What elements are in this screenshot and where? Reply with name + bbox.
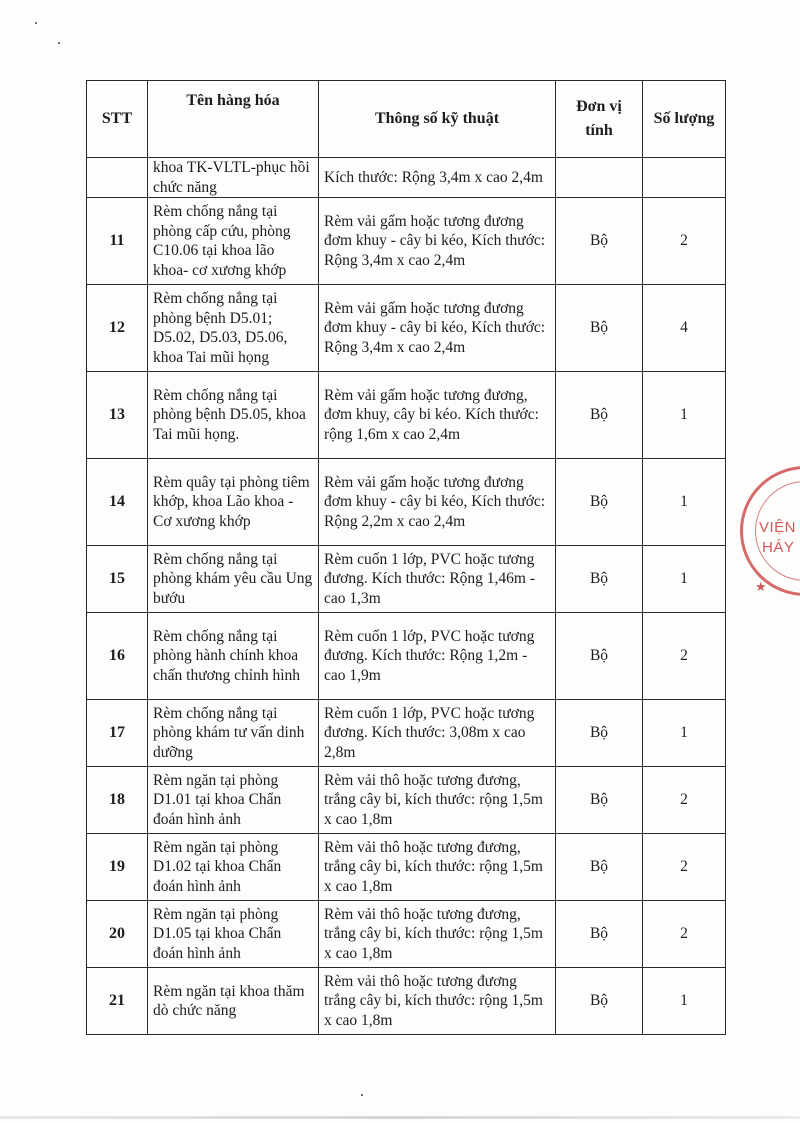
cell-unit: Bộ [556,198,643,285]
table-row [87,901,726,968]
cell-stt: 18 [87,767,148,834]
cell-qty: 1 [643,968,726,1035]
header-stt: STT [87,81,148,158]
cell-unit: Bộ [556,968,643,1035]
cell-spec: Rèm vải gấm hoặc tương đương đơm khuy - cây bi kéo, Kích thước: Rộng 2,2m x cao 2,4m [319,459,556,546]
cell-name: Rèm ngăn tại phòng D1.05 tại khoa Chẩn đoán hình ảnh [148,901,319,968]
scan-speck [35,22,37,24]
cell-qty: 2 [643,767,726,834]
table-row [87,285,726,372]
header-name: Tên hàng hóa [148,81,319,158]
cell-unit: Bộ [556,285,643,372]
cell-unit: Bộ [556,901,643,968]
cell-stt: 14 [87,459,148,546]
header-qty: Số lượng [643,81,726,158]
cell-unit: Bộ [556,613,643,700]
cell-stt: 16 [87,613,148,700]
cell-qty [643,158,726,198]
cell-spec: Rèm vải thô hoặc tương đương, trắng cây bi, kích thước: rộng 1,5m x cao 1,8m [319,834,556,901]
stamp-text-line1: VIỆN [759,519,797,536]
cell-unit: Bộ [556,767,643,834]
cell-unit: Bộ [556,700,643,767]
scan-speck [361,1094,363,1096]
table-row [87,767,726,834]
table-row [87,158,726,198]
cell-name: Rèm chống nắng tại phòng cấp cứu, phòng C10.06 tại khoa lão khoa- cơ xương khớp [148,198,319,285]
cell-qty: 4 [643,285,726,372]
cell-name: Rèm chống nắng tại phòng khám yêu cầu Ung bướu [148,546,319,613]
header-spec: Thông số kỹ thuật [319,81,556,158]
table-row [87,700,726,767]
cell-spec: Kích thước: Rộng 3,4m x cao 2,4m [319,158,556,198]
official-stamp [740,466,800,596]
cell-name: Rèm chống nắng tại phòng bệnh D5.05, khoa Tai mũi họng. [148,372,319,459]
table-body [87,158,726,1035]
cell-name: Rèm ngăn tại phòng D1.01 tại khoa Chẩn đoán hình ảnh [148,767,319,834]
cell-name: Rèm chống nắng tại phòng khám tư vấn dinh dưỡng [148,700,319,767]
table-row [87,459,726,546]
cell-name: Rèm chống nắng tại phòng bệnh D5.01; D5.02, D5.03, D5.06, khoa Tai mũi họng [148,285,319,372]
cell-spec: Rèm vải gấm hoặc tương đương, đơm khuy, cây bi kéo. Kích thước: rộng 1,6m x cao 2,4m [319,372,556,459]
cell-spec: Rèm vải thô hoặc tương đương, trắng cây bi, kích thước: rộng 1,5m x cao 1,8m [319,901,556,968]
cell-qty: 1 [643,700,726,767]
cell-stt: 12 [87,285,148,372]
stamp-star-icon: ★ [755,579,767,594]
cell-name: khoa TK-VLTL-phục hồi chức năng [148,158,319,198]
cell-unit: Bộ [556,834,643,901]
header-unit: Đơn vị tính [556,81,643,158]
cell-qty: 1 [643,546,726,613]
cell-unit: Bộ [556,459,643,546]
table-header-row [87,81,726,158]
table-row [87,834,726,901]
cell-spec: Rèm vải thô hoặc tương đương, trắng cây bi, kích thước: rộng 1,5m x cao 1,8m [319,767,556,834]
cell-qty: 2 [643,198,726,285]
cell-name: Rèm ngăn tại phòng D1.02 tại khoa Chẩn đoán hình ảnh [148,834,319,901]
scan-speck [58,42,60,44]
cell-qty: 2 [643,834,726,901]
cell-unit: Bộ [556,372,643,459]
cell-spec: Rèm cuốn 1 lớp, PVC hoặc tương đương. Kích thước: 3,08m x cao 2,8m [319,700,556,767]
cell-stt: 15 [87,546,148,613]
cell-name: Rèm ngăn tại khoa thăm dò chức năng [148,968,319,1035]
cell-spec: Rèm cuốn 1 lớp, PVC hoặc tương đương. Kích thước: Rộng 1,2m - cao 1,9m [319,613,556,700]
cell-spec: Rèm vải gấm hoặc tương đương đơm khuy - cây bi kéo, Kích thước: Rộng 3,4m x cao 2,4m [319,285,556,372]
table-row [87,968,726,1035]
cell-stt: 21 [87,968,148,1035]
goods-table [86,80,726,1035]
cell-spec: Rèm cuốn 1 lớp, PVC hoặc tương đương. Kích thước: Rộng 1,46m - cao 1,3m [319,546,556,613]
cell-name: Rèm quây tại phòng tiêm khớp, khoa Lão khoa - Cơ xương khớp [148,459,319,546]
cell-stt: 13 [87,372,148,459]
cell-spec: Rèm vải thô hoặc tương đương trắng cây bi, kích thước: rộng 1,5m x cao 1,8m [319,968,556,1035]
cell-stt [87,158,148,198]
cell-qty: 2 [643,901,726,968]
cell-stt: 17 [87,700,148,767]
cell-stt: 20 [87,901,148,968]
cell-qty: 2 [643,613,726,700]
table-row [87,613,726,700]
table-row [87,198,726,285]
table-row [87,546,726,613]
table-row [87,372,726,459]
cell-stt: 11 [87,198,148,285]
cell-name: Rèm chống nắng tại phòng hành chính khoa chấn thương chỉnh hình [148,613,319,700]
stamp-text-line2: HÁY [762,539,795,556]
cell-unit: Bộ [556,546,643,613]
scan-edge [0,1116,800,1119]
cell-qty: 1 [643,372,726,459]
cell-stt: 19 [87,834,148,901]
cell-spec: Rèm vải gấm hoặc tương đương đơm khuy - cây bi kéo, Kích thước: Rộng 3,4m x cao 2,4m [319,198,556,285]
cell-qty: 1 [643,459,726,546]
cell-unit [556,158,643,198]
